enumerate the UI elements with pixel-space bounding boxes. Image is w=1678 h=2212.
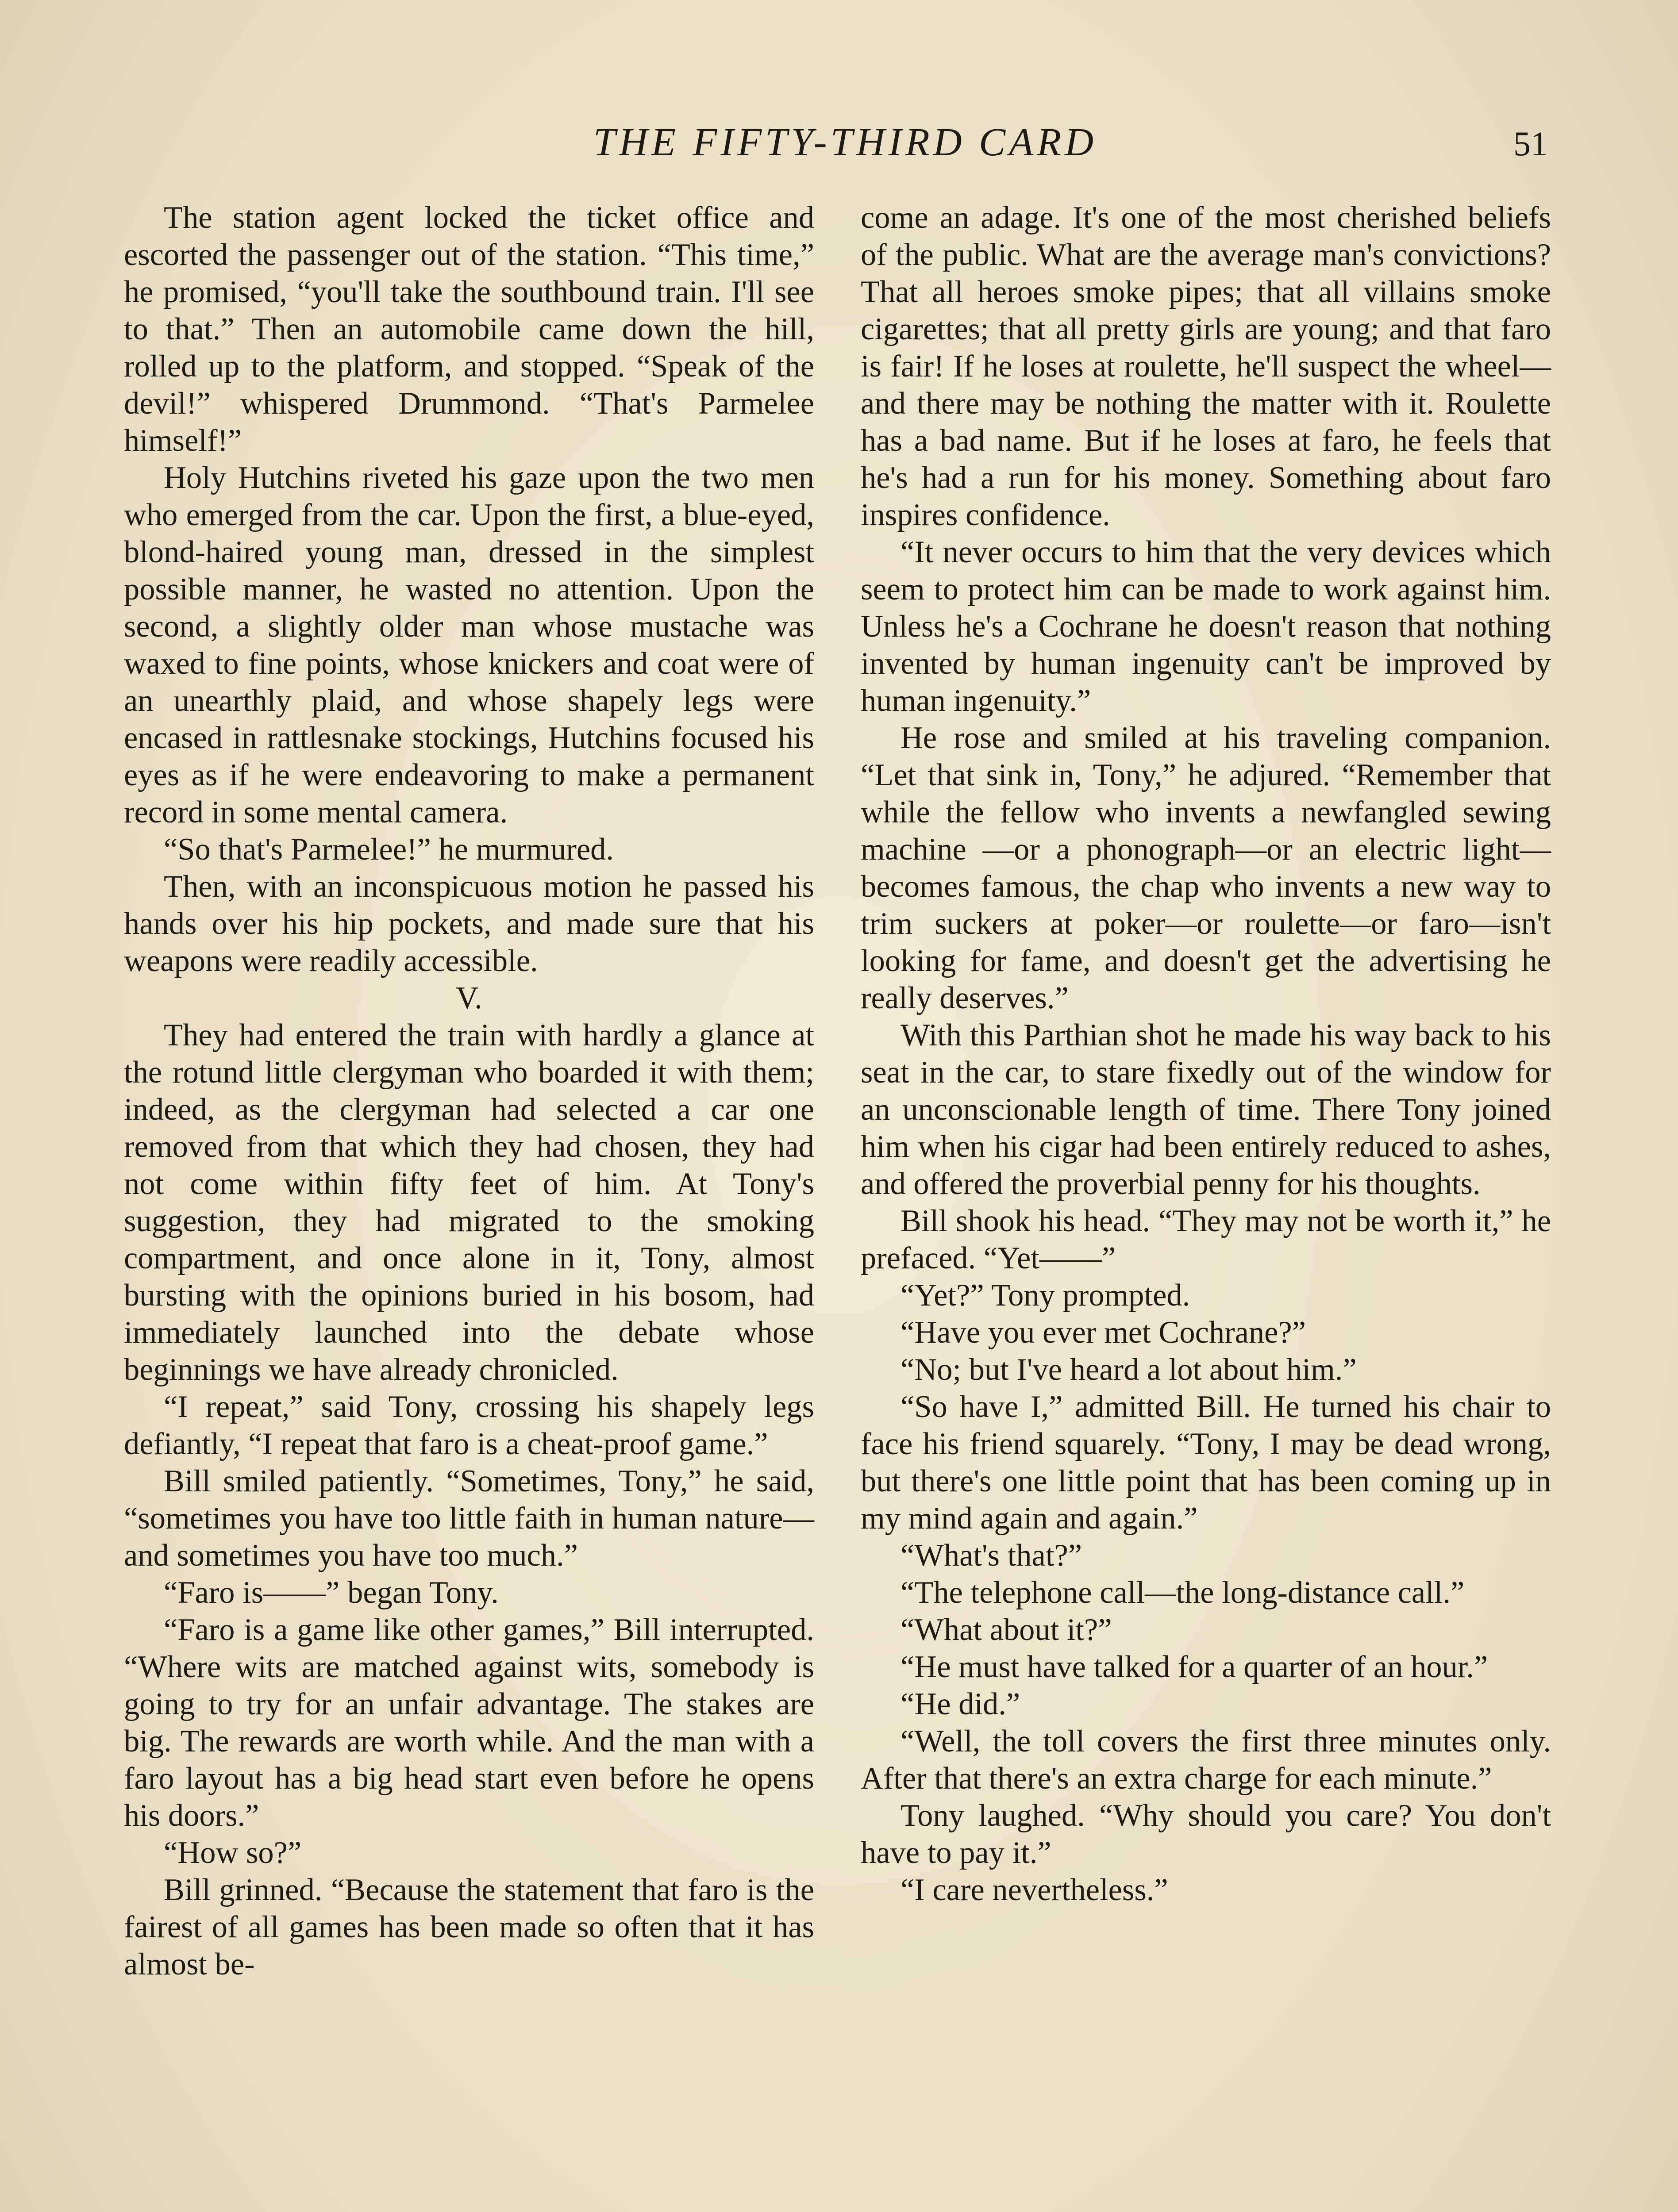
paragraph: “The telephone call—the long-distance call.”	[901, 1575, 1465, 1610]
paragraph: “Faro is a game like other games,” Bill interrupted. “Where wits are matched against wits, somebody is going to try for an unfair advantage. The stakes are big. The rewards are worth while. And the man with a faro layout has a big head start even before he opens his doors.”	[124, 1613, 814, 1833]
paragraph: “No; but I've heard a lot about him.”	[901, 1352, 1357, 1387]
paragraph: “Faro is——” began Tony.	[164, 1575, 499, 1610]
paragraph: “I care nevertheless.”	[901, 1873, 1168, 1907]
page-number: 51	[1513, 124, 1548, 163]
paragraph: “What's that?”	[901, 1538, 1082, 1573]
paragraph: They had entered the train with hardly a glance at the rotund little clergyman who boarded it with them; indeed, as the clergyman had selected a car one removed from that which they had chosen, they had not come within fifty feet of him. At Tony's suggestion, they had migrated to the smoking compartment, and once alone in it, Tony, almost bursting with the opinions buried in his bosom, had immediately launched into the debate whose beginnings we have already chronicled.	[124, 1018, 814, 1387]
paragraph: “So have I,” admitted Bill. He turned his chair to face his friend squarely. “Tony, I may be dead wrong, but there's one little point that has been coming up in my mind again and again.”	[861, 1390, 1551, 1536]
paragraph: “It never occurs to him that the very devices which seem to protect him can be made to work against him. Unless he's a Cochrane he doesn't reason that nothing invented by human ingenuity can't be improved by human ingenuity.”	[861, 535, 1551, 718]
paragraph: “Have you ever met Cochrane?”	[901, 1315, 1306, 1350]
paragraph: Bill shook his head. “They may not be worth it,” he prefaced. “Yet——”	[861, 1204, 1551, 1275]
paragraph: Bill grinned. “Because the statement that faro is the fairest of all games has been made so often that it has almost be-	[124, 1873, 814, 1982]
paragraph: “Yet?” Tony prompted.	[901, 1278, 1190, 1313]
paragraph: “How so?”	[164, 1836, 302, 1870]
paragraph: Tony laughed. “Why should you care? You don't have to pay it.”	[861, 1798, 1551, 1870]
paragraph: Holy Hutchins riveted his gaze upon the two men who emerged from the car. Upon the first, a blue-eyed, blond-haired young man, dressed in the simplest possible manner, he wasted no attention. Upon the second, a slightly older man whose mustache was waxed to fine points, whose knickers and coat were of an unearthly plaid, and whose shapely legs were encased in rattlesnake stockings, Hutchins focused his eyes as if he were endeavoring to make a permanent record in some mental camera.	[124, 461, 814, 830]
right-column	[861, 199, 1551, 1909]
running-title: THE FIFTY-THIRD CARD	[593, 120, 1097, 164]
paragraph: The station agent locked the ticket office and escorted the passenger out of the station. “This time,” he promised, “you'll take the southbound train. I'll see to that.” Then an automobile came down the hill, rolled up to the platform, and stopped. “Speak of the devil!” whispered Drummond. “That's Parmelee himself!”	[124, 200, 814, 458]
paragraph: He rose and smiled at his traveling companion. “Let that sink in, Tony,” he adjured. “Remember that while the fellow who invents a newfangled sewing machine —or a phonograph—or an electric light—becomes famous, the chap who invents a new way to trim suckers at poker—or roulette—or faro—isn't looking for fame, and doesn't get the advertising he really deserves.”	[861, 721, 1551, 1015]
section-heading: V.	[456, 981, 482, 1015]
paragraph: come an adage. It's one of the most cherished beliefs of the public. What are the average man's convictions? That all heroes smoke pipes; that all villains smoke cigarettes; that all pretty girls are young; and that faro is fair! If he loses at roulette, he'll suspect the wheel—and there may be nothing the matter with it. Roulette has a bad name. But if he loses at faro, he feels that he's had a run for his money. Something about faro inspires confidence.	[861, 200, 1551, 532]
paragraph: Bill smiled patiently. “Sometimes, Tony,” he said, “sometimes you have too little faith in human nature—and sometimes you have too much.”	[124, 1464, 814, 1573]
paragraph: With this Parthian shot he made his way back to his seat in the car, to stare fixedly out of the window for an unconscionable length of time. There Tony joined him when his cigar had been entirely reduced to ashes, and offered the proverbial penny for his thoughts.	[861, 1018, 1551, 1201]
paragraph: Then, with an inconspicuous motion he passed his hands over his hip pockets, and made sure that his weapons were readily accessible.	[124, 869, 814, 978]
left-column	[124, 199, 814, 1983]
paragraph: “I repeat,” said Tony, crossing his shapely legs defiantly, “I repeat that faro is a cheat-proof game.”	[124, 1390, 814, 1461]
paragraph: “Well, the toll covers the first three minutes only. After that there's an extra charge for each minute.”	[861, 1724, 1551, 1796]
paragraph: “So that's Parmelee!” he murmured.	[164, 832, 614, 867]
paragraph: “He must have talked for a quarter of an hour.”	[901, 1650, 1488, 1684]
paragraph: “What about it?”	[901, 1613, 1112, 1647]
paragraph: “He did.”	[901, 1687, 1020, 1721]
